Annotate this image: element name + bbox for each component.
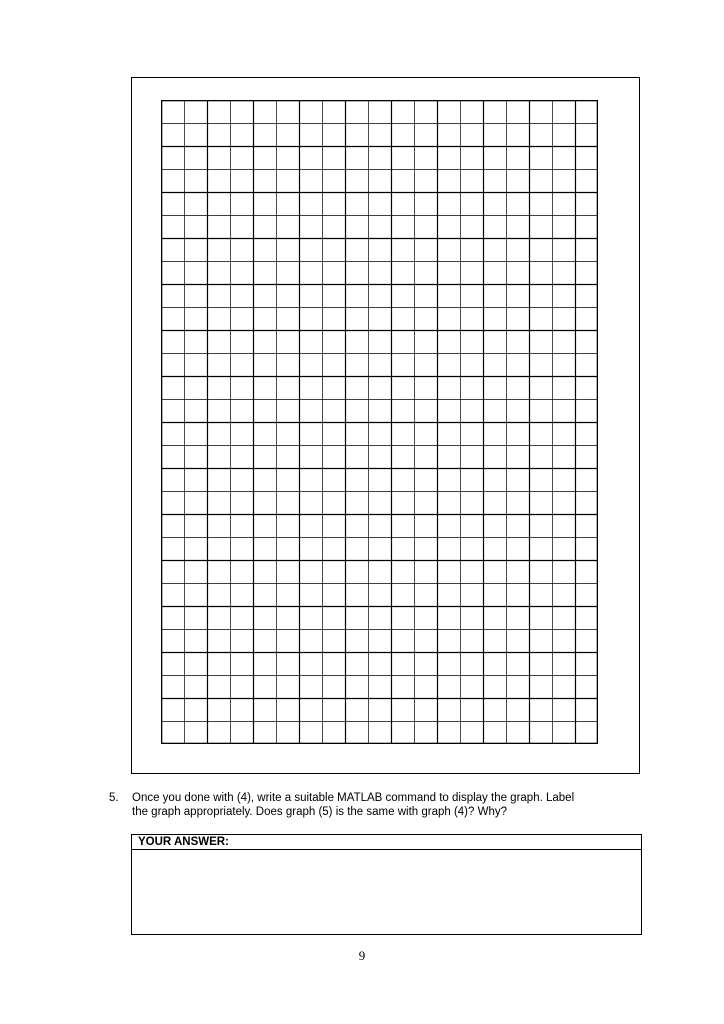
answer-header: YOUR ANSWER: bbox=[132, 835, 641, 850]
question-line-1: Once you done with (4), write a suitable MATLAB command to display the graph. Label bbox=[132, 792, 575, 804]
answer-area[interactable] bbox=[132, 850, 641, 934]
page-number: 9 bbox=[358, 948, 366, 963]
question-text bbox=[132, 791, 652, 819]
question-number: 5. bbox=[109, 792, 119, 804]
question-line-2: the graph appropriately. Does graph (5) is the same with graph (4)? Why? bbox=[132, 806, 508, 818]
answer-box bbox=[131, 834, 642, 935]
graph-paper-grid bbox=[161, 100, 598, 744]
